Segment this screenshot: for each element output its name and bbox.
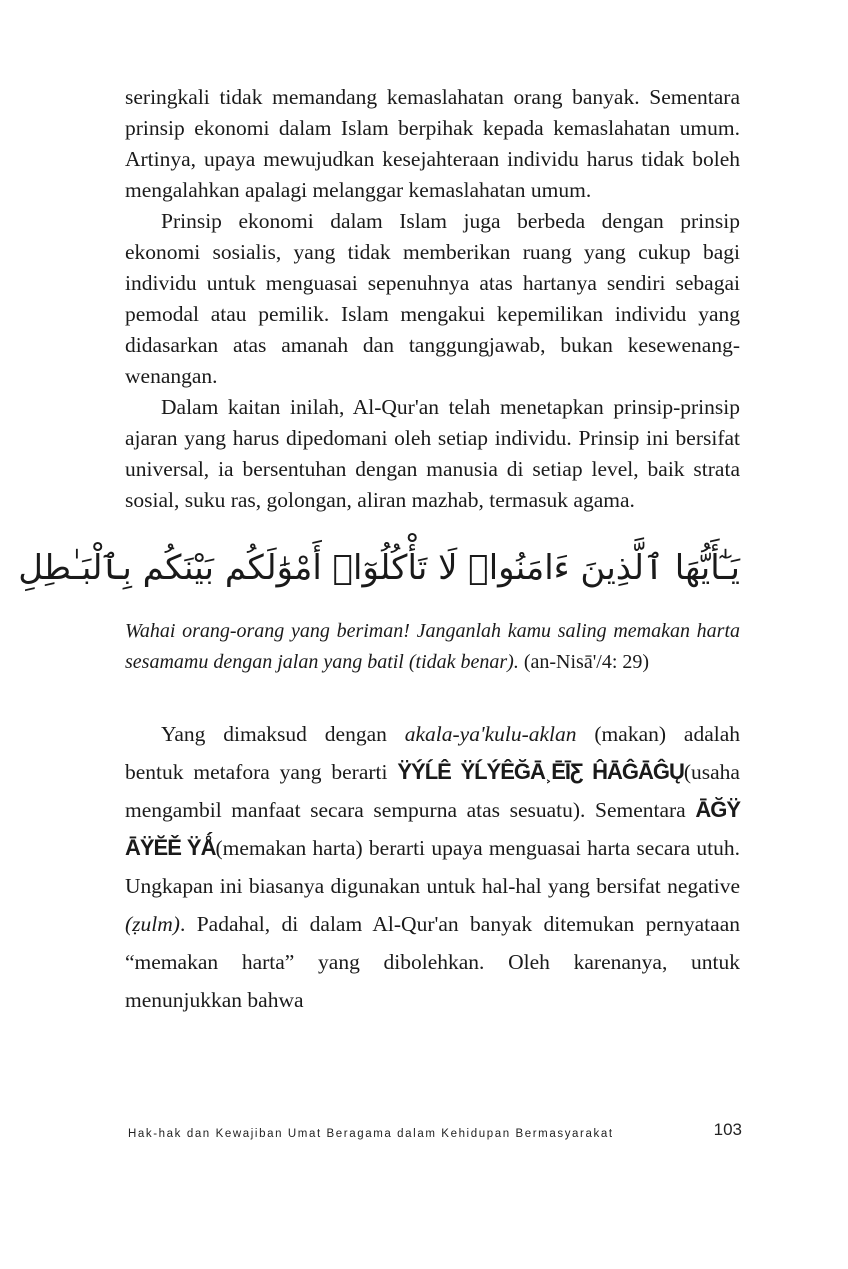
p4-garbled-arabic-1: ŸÝĹÊ ŸĹÝÊĞĀ˲ĒĪƸ ĤĀĜĀĜŲ [397, 759, 684, 784]
p4-garbled-arabic-2: ĀĞŸ ĀŸĔĚ ŸǺ [125, 797, 740, 860]
p4-text-5: . Padahal, di dalam Al-Qur'an banyak ditemukan pernyataan “memakan harta” yang dibolehkan. Oleh karenanya, untuk menunjukkan bahwa [125, 912, 740, 1012]
running-footer-title: Hak-hak dan Kewajiban Umat Beragama dalam Kehidupan Bermasyarakat [128, 1128, 614, 1140]
page-number: 103 [713, 1120, 742, 1139]
p4-italic-zulm: (ẓulm) [125, 912, 180, 936]
p4-text-4: (memakan harta) berarti upaya menguasai harta secara utuh. Ungkapan ini biasanya digunakan untuk hal-hal yang bersifat negative [125, 836, 740, 898]
paragraph-4 [125, 715, 740, 1019]
page-body [18, 82, 741, 1019]
verse-translation [125, 616, 740, 678]
paragraph-2: Prinsip ekonomi dalam Islam juga berbeda dengan prinsip ekonomi sosialis, yang tidak memberikan ruang yang cukup bagi individu untuk menguasai sepenuhnya atas hartanya sendiri sebagai pemodal atau pemilik. Islam mengakui kepemilikan individu yang didasarkan atas amanah dan tanggungjawab, bukan kesewenang-wenangan. [125, 209, 740, 388]
quran-verse-arabic: يَـٰٓأَيُّهَا ٱلَّذِينَ ءَامَنُوا۟ لَا تَأْكُلُوٓا۟ أَمْوَٰلَكُم بَيْنَكُم بِٱلْبَـٰطِلِ [18, 548, 740, 588]
p4-text-1: Yang dimaksud dengan [161, 722, 405, 746]
verse-translation-text: Wahai orang-orang yang beriman! Janganlah kamu saling memakan harta sesamamu dengan jalan yang batil (tidak benar). [125, 620, 740, 673]
p4-italic-term: akala-ya'kulu-aklan [404, 722, 577, 746]
p4-text-3: (usaha mengambil manfaat secara sempurna atas sesuatu). Sementara [125, 760, 740, 822]
paragraph-1: seringkali tidak memandang kemaslahatan orang banyak. Sementara prinsip ekonomi dalam Islam berpihak kepada kemaslahatan umum. Artinya, upaya mewujudkan kesejahteraan individu harus tidak boleh mengalahkan apalagi melanggar kemaslahatan umum. [125, 85, 740, 202]
paragraph-3: Dalam kaitan inilah, Al-Qur'an telah menetapkan prinsip-prinsip ajaran yang harus dipedomani oleh setiap individu. Prinsip ini bersifat universal, ia bersentuhan dengan manusia di setiap level, baik strata sosial, suku ras, golongan, aliran mazhab, termasuk agama. [125, 395, 740, 512]
p4-text-2: (makan) adalah bentuk metafora yang berarti [125, 722, 741, 784]
verse-reference: (an-Nisā'/4: 29) [523, 651, 650, 673]
